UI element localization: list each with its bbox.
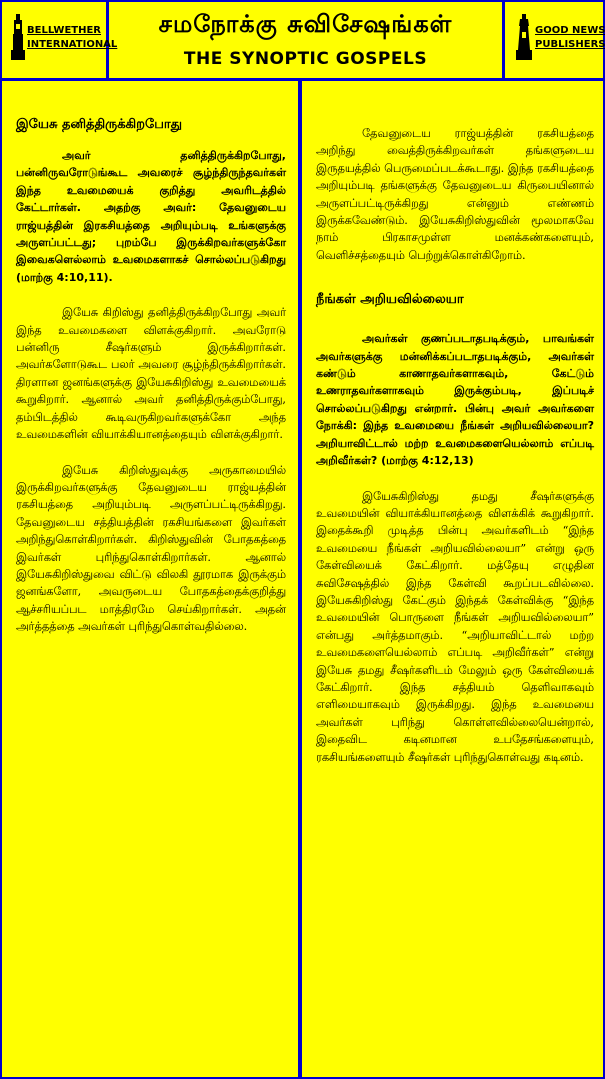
right-paragraph-1: தேவனுடைய ராஜ்யத்தின் ரகசியத்தை அறிந்து வைத்திருக்கிறவர்கள் தங்களுடைய இருதயத்தில் பெருமைப்படக்கூடாது. இந்த ரகசியத்தை அறியும்படி தங்களுக்கு தேவனுடைய கிருபையினால் அருளப்பட்டிருக்கிறது என்னும் எண்ணம் இருக்கவேண்டும். இயேசுகிறிஸ்துவின் மூலமாகவே நாம் பிரகாசமுள்ள மனக்கண்களையும், வெளிச்சத்தையும் பெற்றுக்கொள்கிறோம். — [316, 127, 594, 262]
header-title-area — [112, 2, 499, 78]
right-scripture-quote: அவர்கள் குணப்படாதபடிக்கும், பாவங்கள் அவர்களுக்கு மன்னிக்கப்படாதபடிக்கும், அவர்கள் கண்டும் காணாதவர்களாகவும், கேட்டும் உணராதவர்களாகவும் இருக்கும்படி, இப்படிச் சொல்லப்படுகிறது என்றார். பின்பு அவர் அவர்களை நோக்கி: இந்த உவமையை நீங்கள் அறியவில்லையா? அறியாவிட்டால் மற்ற உவமைகளையெல்லாம் எப்படி அறிவீர்கள்? (மாற்கு 4:12,13) — [316, 332, 594, 468]
left-paragraph-1: இயேசு கிறிஸ்து தனித்திருக்கிறபோது அவர் இந்த உவமைகளை விளக்குகிறார். அவரோடு பன்னிரு சீஷர்களும் இருக்கிறார்கள். அவர்களோடுகூட பலர் அவரை சூழ்ந்திருக்கிறார்கள். திரளான ஜனங்களுக்கு இயேசுகிறிஸ்து உவமையைக் கூறுகிறார். ஆனால் அவர் தனித்திருக்கும்போது, தம்பிடத்தில் கூடிவருகிறவர்களுக்கோ அந்த உவமைகளின் வியாக்கியானத்தையும் விளக்குகிறார். — [16, 306, 286, 442]
left-column — [2, 81, 302, 1077]
right-logo-line2: PUBLISHERS — [535, 39, 605, 50]
right-paragraph-2: இயேசுகிறிஸ்து தமது சீஷர்களுக்கு உவமையின் வியாக்கியானத்தை விளக்கிக் கூறுகிறார். இதைக்கூறி முடித்த பின்பு அவர்களிடம் “இந்த உவமையை நீங்கள் அறியவில்லையா” என்று ஒரு கேள்வியைக் கேட்கிறார். மத்தேயு எழுதின சுவிசேஷத்தில் இந்த கேள்வி கூறப்படவில்லை. இயேசுகிறிஸ்து கேட்கும் இந்தக் கேள்விக்கு “இந்த உவமையின் பொருளை நீங்கள் அறியவில்லையா” என்பது அர்த்தமாகும். “அறியாவிட்டால் மற்ற உவமைகளையெல்லாம் எப்படி அறிவீர்கள்” என்று இயேசு தமது சீஷர்களிடம் மேலும் ஒரு கேள்வியைக் கேட்கிறார். இந்த சத்தியம் தெளிவாகவும் எளிமையாகவும் இருக்கிறது. இந்த உவமையை அவர்கள் புரிந்து கொள்ளவில்லையென்றால், இதைவிட கடினமான உபதேசங்களையும், ரகசியங்களையும் சீஷர்கள் புரிந்துகொள்வது கடினம். — [316, 489, 594, 764]
title-english: THE SYNOPTIC GOSPELS — [183, 49, 428, 69]
header — [2, 2, 603, 81]
left-logo-box — [2, 2, 118, 78]
left-logo-line2: INTERNATIONAL — [27, 39, 118, 50]
right-column — [302, 81, 603, 1077]
right-logo-box — [502, 2, 603, 78]
bell-tower-logo-icon — [10, 14, 26, 60]
left-scripture-quote: அவர் தனித்திருக்கிறபோது, பன்னிருவரோடுங்கூட அவரைச் சூழ்ந்திருந்தவர்கள் இந்த உவமையைக் குறித்து அவரிடத்தில் கேட்டார்கள். அதற்கு அவர்: தேவனுடைய ராஜ்யத்தின் இரகசியத்தை அறியும்படி உங்களுக்கு அருளப்பட்டது; புறம்பே இருக்கிறவர்களுக்கோ இவைகளெல்லாம் உவமைகளாகச் சொல்லப்படுகிறது (மாற்கு 4:10,11). — [16, 149, 286, 284]
title-tamil: சமநோக்கு சுவிசேஷங்கள் — [158, 10, 453, 38]
lighthouse-logo-icon — [515, 14, 533, 60]
left-paragraph-2: இயேசு கிறிஸ்துவுக்கு அருகாமையில் இருக்கிறவர்களுக்கு தேவனுடைய ராஜ்யத்தின் ரகசியத்தை அறியும்படி அருளப்பட்டிருக்கிறது. தேவனுடைய சத்தியத்தின் ரகசியங்களை இவர்கள் அறிந்துகொள்கிறார்கள். கிறிஸ்துவின் போதகத்தை இவர்கள் புரிந்துகொள்கிறார்கள். ஆனால் இயேசுகிறிஸ்துவை விட்டு விலகி தூரமாக இருக்கும் ஜனங்களோ, அவருடைய போதகத்தைக்குறித்து ஆச்சரியப்பட மாத்திரமே செய்கிறார்கள். அதன் அர்த்தத்தை அவர்கள் புரிந்துகொள்வதில்லை. — [16, 463, 286, 634]
right-logo-line1: GOOD NEWS — [535, 25, 605, 36]
left-section-heading: இயேசு தனித்திருக்கிறபோது — [16, 117, 182, 132]
left-logo-line1: BELLWETHER — [27, 25, 102, 36]
right-section-heading: நீங்கள் அறியவில்லையா — [316, 292, 464, 308]
